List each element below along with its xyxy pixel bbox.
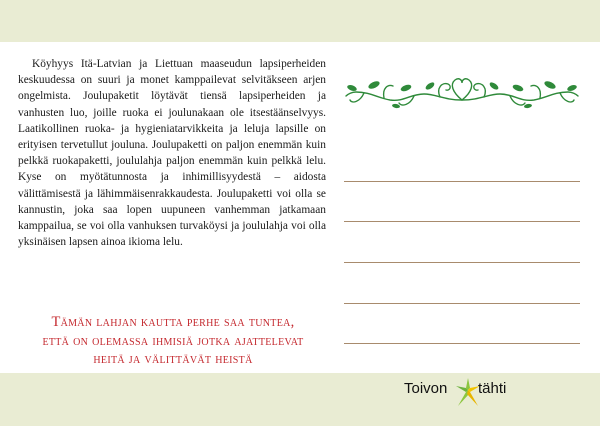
write-line-2 xyxy=(344,221,580,222)
toivon-tahti-logo xyxy=(404,374,544,414)
logo-word-toivon: Toivon xyxy=(404,380,448,397)
logo-word-tahti: tähti xyxy=(478,380,507,397)
top-band xyxy=(0,0,600,42)
write-line-1 xyxy=(344,181,580,182)
tagline-line-2: että on olemassa ihmisiä jotka ajattelevat xyxy=(42,332,304,349)
tagline-line-1: Tämän lahjan kautta perhe saa tuntea, xyxy=(51,314,295,330)
vine-heart-ornament-icon xyxy=(344,70,580,110)
body-paragraph: Köyhyys Itä-Latvian ja Liettuan maaseudun lapsiperheiden keskuudessa on suuri ja monet kamppailevat selvitäkseen arjen ongelmista. Joulupaketit löytävät tiensä lapsiperheiden ja vanhusten luo, joille ruoka ei joulunakaan ole itsestäänselvyys. Laatikollinen ruoka- ja hygieniatarvikkeita ja leluja lapsille on erityisen tervetullut jouluna. Joulupaketti on paljon enemmän kuin pelkkä ruokapaketti, joululahja paljon enemmän kuin pelkkä lelu. Kyse on myötätunnosta ja inhimillisyydestä – aidosta välittämisestä ja lähimmäisenrakkaudesta. Joulupaketti voi olla se kannustin, joka saa lopen uupuneen vanhemman jatkamaan kamppailua, se voi olla vanhuksen turvaköysi ja joululahja voi olla yksinäisen lapsen ainoa ikioma lelu. xyxy=(18,58,326,249)
tagline-line-3: heitä ja välittävät heistä xyxy=(93,351,253,367)
write-line-3 xyxy=(344,262,580,263)
write-line-4 xyxy=(344,303,580,304)
tagline xyxy=(16,313,330,369)
write-line-5 xyxy=(344,343,580,344)
